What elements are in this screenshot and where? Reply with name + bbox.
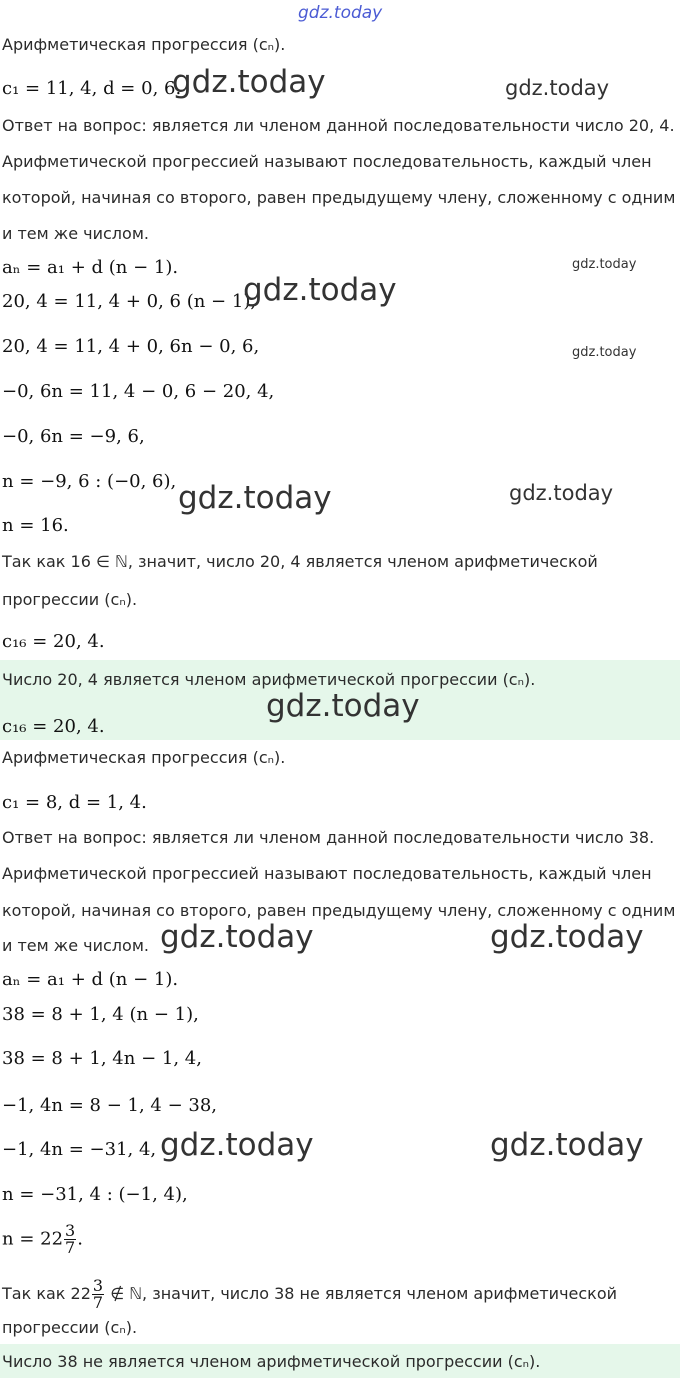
problem2-title: Арифметическая прогрессия (cₙ). — [2, 748, 286, 767]
watermark: gdz.today — [160, 919, 314, 955]
watermark: gdz.today — [172, 64, 326, 100]
watermark: gdz.today — [160, 1127, 314, 1163]
step-3: −0, 6n = 11, 4 − 0, 6 − 20, 4, — [2, 381, 275, 402]
fraction-denominator: 7 — [65, 1238, 76, 1257]
definition-line-3: и тем же числом. — [2, 224, 149, 243]
conclusion2-line-2: прогрессии (cₙ). — [2, 1318, 138, 1337]
watermark: gdz.today — [509, 481, 614, 505]
definition2-line-1: Арифметической прогрессией называют последовательность, каждый член — [2, 864, 652, 883]
fraction-inline — [92, 1278, 104, 1311]
step-4: −0, 6n = −9, 6, — [2, 426, 145, 447]
conclusion-line-1: Так как 16 ∈ ℕ, значит, число 20, 4 является членом арифметической — [2, 552, 598, 571]
step-6: n = 16. — [2, 515, 69, 536]
definition-line-1: Арифметической прогрессией называют последовательность, каждый член — [2, 152, 652, 171]
answer1-text: Число 20, 4 является членом арифметической прогрессии (cₙ). — [2, 670, 536, 689]
conclusion2-post: ∉ ℕ, значит, число 38 не является членом арифметической — [110, 1284, 618, 1303]
definition2-line-2: которой, начиная со второго, равен предыдущему члену, сложенному с одним — [2, 901, 676, 920]
watermark: gdz.today — [572, 345, 637, 360]
problem2-question: Ответ на вопрос: является ли членом данной последовательности число 38. — [2, 828, 655, 847]
definition-line-2: которой, начиная со второго, равен предыдущему члену, сложенному с одним — [2, 188, 676, 207]
fraction — [64, 1223, 76, 1256]
watermark: gdz.today — [266, 688, 420, 724]
step-1: 20, 4 = 11, 4 + 0, 6 (n − 1), — [2, 291, 257, 312]
watermark: gdz.today — [505, 76, 610, 100]
conclusion2-line-1 — [2, 1278, 617, 1311]
fraction-numerator: 3 — [65, 1221, 76, 1240]
step2-3: −1, 4n = 8 − 1, 4 − 38, — [2, 1095, 218, 1116]
watermark: gdz.today — [243, 272, 397, 308]
fraction-inline-numerator: 3 — [92, 1276, 104, 1295]
watermark: gdz.today — [490, 919, 644, 955]
step2-6-value: n = 22 — [2, 1228, 64, 1250]
watermark: gdz.today — [572, 257, 637, 272]
definition2-line-3: и тем же числом. — [2, 936, 149, 955]
watermark: gdz.today — [178, 480, 332, 516]
step-5: n = −9, 6 : (−0, 6), — [2, 471, 177, 492]
step2-1: 38 = 8 + 1, 4 (n − 1), — [2, 1004, 199, 1025]
answer1-result: c₁₆ = 20, 4. — [2, 716, 105, 737]
problem1-title: Арифметическая прогрессия (cₙ). — [2, 35, 286, 54]
top-watermark: gdz.today — [298, 3, 383, 23]
fraction-inline-denominator: 7 — [92, 1293, 104, 1312]
problem2-given: c₁ = 8, d = 1, 4. — [2, 792, 147, 813]
problem1-question: Ответ на вопрос: является ли членом данной последовательности число 20, 4. — [2, 116, 675, 135]
conclusion2-pre: Так как 22 — [2, 1284, 91, 1303]
watermark: gdz.today — [490, 1127, 644, 1163]
formula2: aₙ = a₁ + d (n − 1). — [2, 969, 179, 990]
conclusion-line-2: прогрессии (cₙ). — [2, 590, 138, 609]
conclusion-result: c₁₆ = 20, 4. — [2, 631, 105, 652]
step2-2: 38 = 8 + 1, 4n − 1, 4, — [2, 1048, 202, 1069]
problem1-given: c₁ = 11, 4, d = 0, 6. — [2, 78, 182, 99]
step2-4: −1, 4n = −31, 4, — [2, 1139, 157, 1160]
formula: aₙ = a₁ + d (n − 1). — [2, 257, 179, 278]
step2-5: n = −31, 4 : (−1, 4), — [2, 1184, 188, 1205]
step2-6: n = 22 $\frac{3}{7}$ . — [2, 1221, 83, 1257]
step-2: 20, 4 = 11, 4 + 0, 6n − 0, 6, — [2, 336, 260, 357]
answer2-text: Число 38 не является членом арифметической прогрессии (cₙ). — [2, 1352, 541, 1371]
